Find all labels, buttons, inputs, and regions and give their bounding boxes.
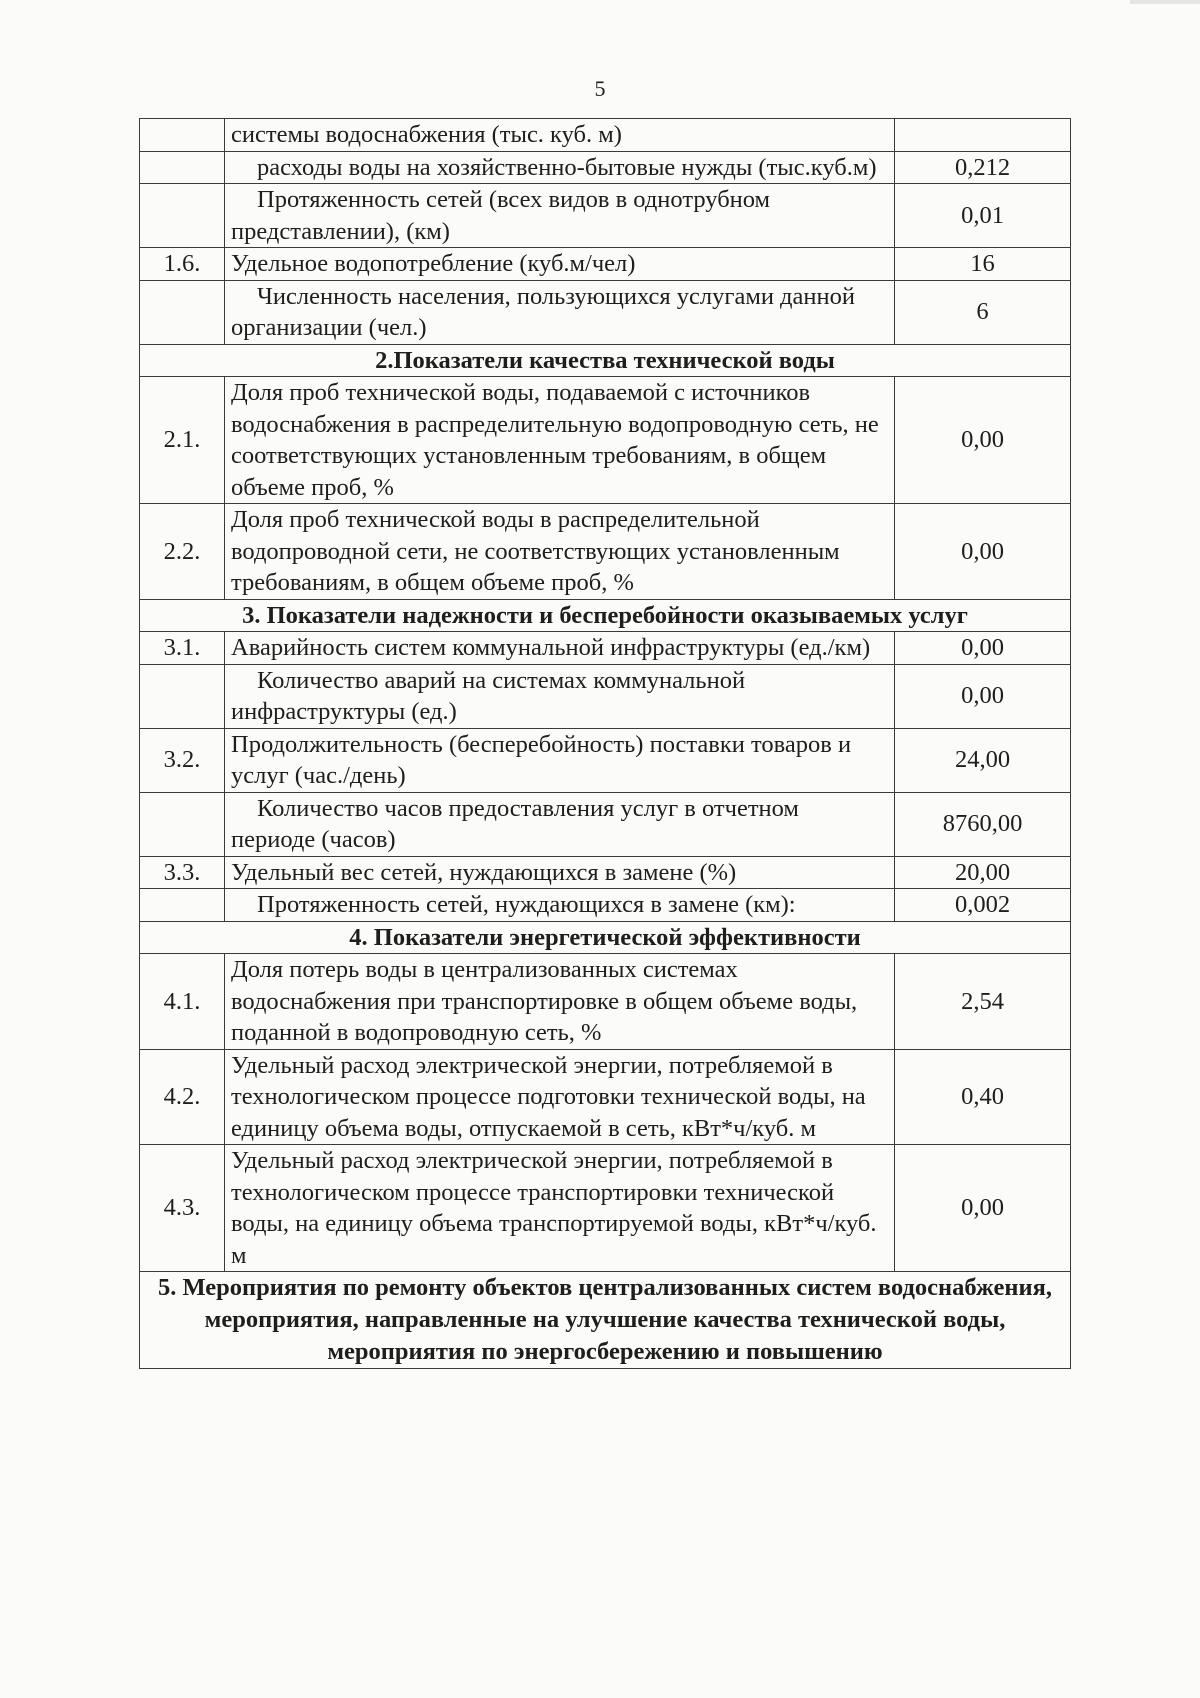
- row-number: [140, 664, 225, 728]
- row-value: 0,00: [895, 1145, 1071, 1272]
- row-number: 3.2.: [140, 728, 225, 792]
- row-number: 4.2.: [140, 1049, 225, 1145]
- row-indicator: Доля проб технической воды в распределительной водопроводной сети, не соответствующих установленным требованиям, в общем объеме проб, %: [225, 504, 895, 600]
- table-row: [140, 889, 1071, 922]
- table-row: [140, 664, 1071, 728]
- row-value: 0,00: [895, 377, 1071, 504]
- table-row: [140, 377, 1071, 504]
- row-indicator: Протяженность сетей (всех видов в однотрубном представлении), (км): [225, 184, 895, 248]
- section-title: 4. Показатели энергетической эффективности: [140, 921, 1071, 954]
- row-indicator: Удельное водопотребление (куб.м/чел): [225, 248, 895, 281]
- row-value: 20,00: [895, 856, 1071, 889]
- row-value: 0,00: [895, 664, 1071, 728]
- row-indicator: расходы воды на хозяйственно-бытовые нужды (тыс.куб.м): [225, 151, 895, 184]
- table-row: [140, 280, 1071, 344]
- table-row: [140, 1145, 1071, 1272]
- row-value: 0,00: [895, 632, 1071, 665]
- row-number: 4.1.: [140, 954, 225, 1050]
- row-value: 0,00: [895, 504, 1071, 600]
- table-row: [140, 184, 1071, 248]
- row-value: 0,212: [895, 151, 1071, 184]
- row-value: 6: [895, 280, 1071, 344]
- row-number: [140, 184, 225, 248]
- page-edge-mark: [1130, 0, 1200, 4]
- section-row: [140, 599, 1071, 632]
- row-indicator: Количество часов предоставления услуг в отчетном периоде (часов): [225, 792, 895, 856]
- row-value: 24,00: [895, 728, 1071, 792]
- row-value: 0,40: [895, 1049, 1071, 1145]
- row-value: [895, 119, 1071, 152]
- row-indicator: системы водоснабжения (тыс. куб. м): [225, 119, 895, 152]
- row-number: 2.2.: [140, 504, 225, 600]
- row-indicator: Удельный расход электрической энергии, потребляемой в технологическом процессе транспортировки технической воды, на единицу объема транспортируемой воды, кВт*ч/куб. м: [225, 1145, 895, 1272]
- table-row: [140, 954, 1071, 1050]
- row-value: 0,002: [895, 889, 1071, 922]
- row-indicator: Аварийность систем коммунальной инфраструктуры (ед./км): [225, 632, 895, 665]
- row-indicator: Количество аварий на системах коммунальной инфраструктуры (ед.): [225, 664, 895, 728]
- table-row: [140, 728, 1071, 792]
- row-number: 4.3.: [140, 1145, 225, 1272]
- row-number: 3.3.: [140, 856, 225, 889]
- row-number: [140, 889, 225, 922]
- row-indicator: Протяженность сетей, нуждающихся в замене (км):: [225, 889, 895, 922]
- row-number: [140, 792, 225, 856]
- row-number: 2.1.: [140, 377, 225, 504]
- row-indicator: Доля потерь воды в централизованных системах водоснабжения при транспортировке в общем объеме воды, поданной в водопроводную сеть, %: [225, 954, 895, 1050]
- indicators-table: [139, 118, 1071, 1369]
- table-row: [140, 1049, 1071, 1145]
- row-number: 1.6.: [140, 248, 225, 281]
- table-row: [140, 119, 1071, 152]
- row-value: 16: [895, 248, 1071, 281]
- row-indicator: Численность населения, пользующихся услугами данной организации (чел.): [225, 280, 895, 344]
- row-indicator: Удельный расход электрической энергии, потребляемой в технологическом процессе подготовки технической воды, на единицу объема воды, отпускаемой в сеть, кВт*ч/куб. м: [225, 1049, 895, 1145]
- row-number: 3.1.: [140, 632, 225, 665]
- section-title: 5. Мероприятия по ремонту объектов централизованных систем водоснабжения, мероприятия, направленные на улучшение качества технической воды, мероприятия по энергосбережению и повышению: [140, 1272, 1071, 1369]
- section-title: 2.Показатели качества технической воды: [140, 344, 1071, 377]
- row-number: [140, 280, 225, 344]
- section-row: [140, 921, 1071, 954]
- section-title: 3. Показатели надежности и бесперебойности оказываемых услуг: [140, 599, 1071, 632]
- row-indicator: Продолжительность (бесперебойность) поставки товаров и услуг (час./день): [225, 728, 895, 792]
- row-value: 8760,00: [895, 792, 1071, 856]
- table-row: [140, 504, 1071, 600]
- row-number: [140, 119, 225, 152]
- table-row: [140, 856, 1071, 889]
- table-row: [140, 248, 1071, 281]
- table-row: [140, 151, 1071, 184]
- row-indicator: Доля проб технической воды, подаваемой с источников водоснабжения в распределительную водопроводную сеть, не соответствующих установленным требованиям, в общем объеме проб, %: [225, 377, 895, 504]
- row-value: 0,01: [895, 184, 1071, 248]
- row-number: [140, 151, 225, 184]
- section-row: [140, 1272, 1071, 1369]
- table-row: [140, 792, 1071, 856]
- row-value: 2,54: [895, 954, 1071, 1050]
- section-row: [140, 344, 1071, 377]
- table-row: [140, 632, 1071, 665]
- page-number: 5: [594, 76, 606, 101]
- row-indicator: Удельный вес сетей, нуждающихся в замене (%): [225, 856, 895, 889]
